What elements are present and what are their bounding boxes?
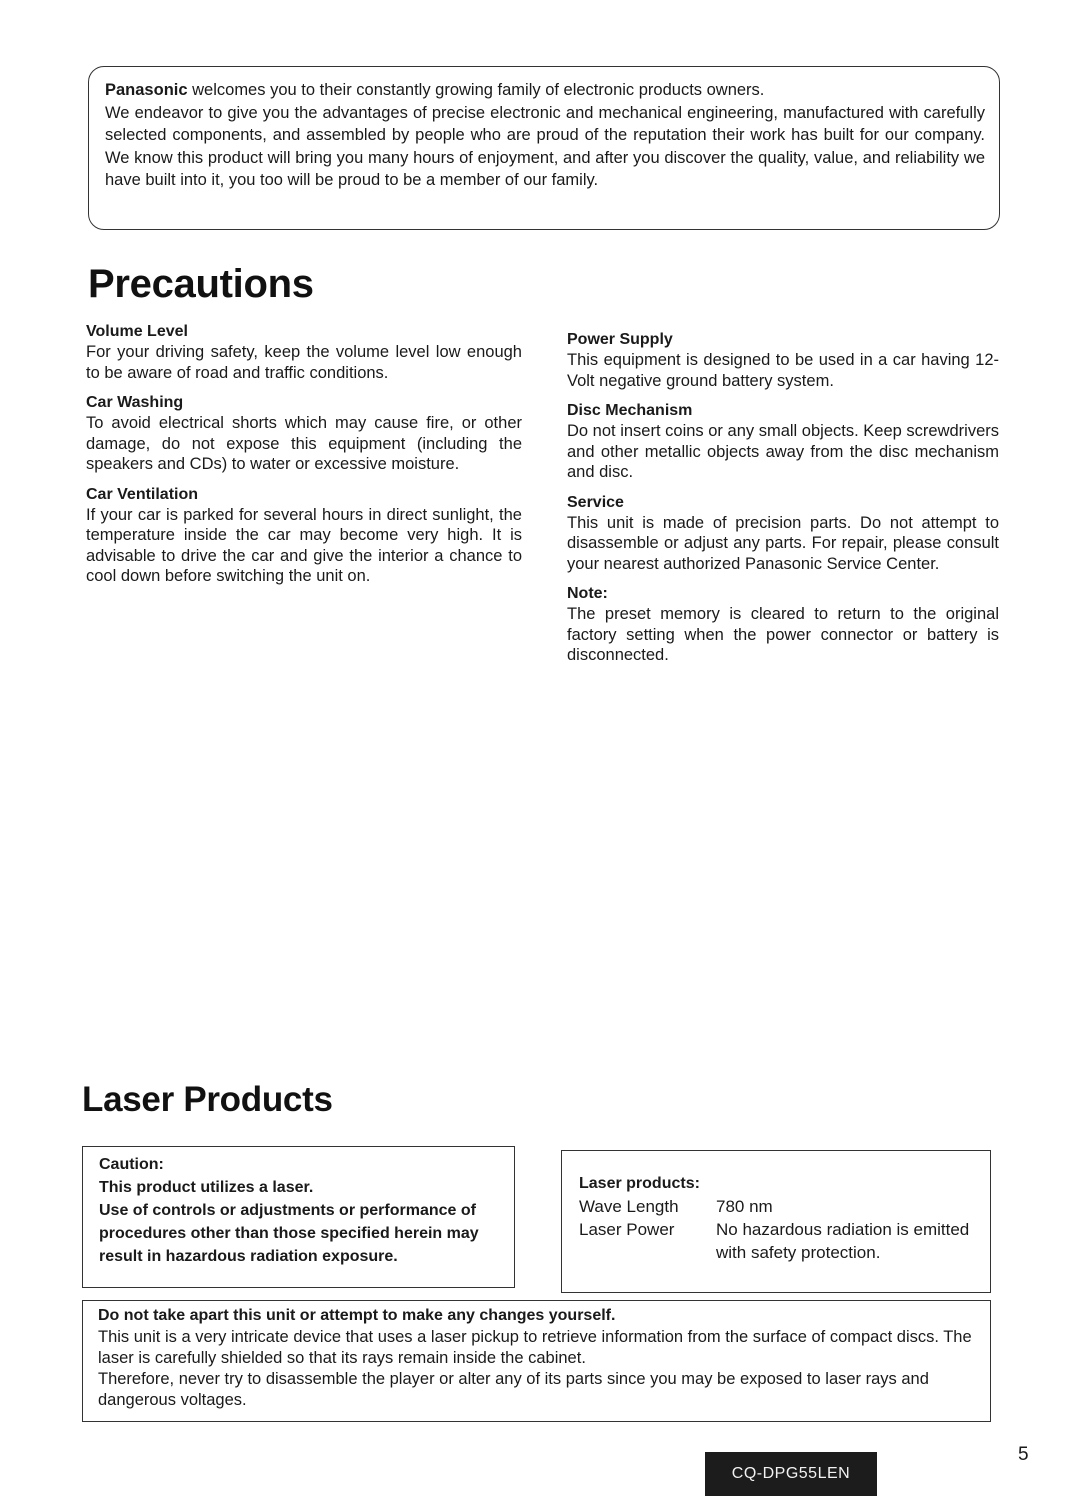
section-title: Note: [567, 585, 608, 602]
laser-products-label: Laser products: [579, 1175, 700, 1192]
section-title: Car Ventilation [86, 485, 199, 503]
wave-length-row [579, 1195, 976, 1218]
section-title: Service [567, 493, 624, 511]
laser-products-box [561, 1150, 991, 1293]
laser-products-heading: Laser Products [82, 1080, 333, 1119]
section-text: The preset memory is cleared to return to the original factory setting when the power connector or battery is disconnected. [567, 605, 999, 664]
welcome-text-line1: welcomes you to their constantly growing family of electronic products owners. [187, 81, 765, 99]
section-note [567, 584, 999, 666]
section-title: Volume Level [86, 323, 188, 340]
caution-label: Caution: [99, 1156, 164, 1173]
caution-line1: This product utilizes a laser. [99, 1179, 314, 1196]
section-text: This equipment is designed to be used in a car having 12-Volt negative ground battery system. [567, 351, 999, 390]
precautions-heading: Precautions [88, 262, 314, 306]
section-service [567, 493, 999, 575]
section-text: Do not insert coins or any small objects. Keep screwdrivers and other metallic objects away from the disc mechanism and disc. [567, 422, 999, 481]
precautions-right-column [567, 330, 999, 676]
section-title: Disc Mechanism [567, 402, 693, 419]
section-disc-mechanism [567, 401, 999, 483]
wave-length-value: 780 nm [716, 1197, 773, 1216]
model-number-badge: CQ-DPG55LEN [705, 1452, 877, 1496]
precautions-left-column [86, 322, 522, 597]
laser-power-row [579, 1218, 976, 1264]
section-title: Car Washing [86, 394, 184, 411]
section-text: To avoid electrical shorts which may cause fire, or other damage, do not expose this equipment (including the speakers and CDs) to water or excessive moisture. [86, 414, 522, 473]
welcome-box [88, 66, 1000, 230]
warning-paragraph-1: This unit is a very intricate device that uses a laser pickup to retrieve information from the surface of compact discs. The laser is carefully shielded so that its rays remain inside the cabinet. [98, 1328, 972, 1367]
welcome-text-rest: We endeavor to give you the advantages of precise electronic and mechanical engineering, manufactured with carefully selected components, and assembled by people who are proud of the reputation their work has built for our company. We know this product will bring you many hours of enjoyment, and after you discover the quality, value, and reliability we have built into it, you too will be proud to be a member of our family. [105, 103, 985, 189]
warning-paragraph-2: Therefore, never try to disassemble the player or alter any of its parts since you may be exposed to laser rays and dangerous voltages. [98, 1370, 929, 1409]
wave-length-label: Wave Length [579, 1197, 679, 1216]
section-power-supply [567, 330, 999, 391]
laser-power-label: Laser Power [579, 1220, 675, 1239]
section-car-washing [86, 393, 522, 475]
section-text: For your driving safety, keep the volume level low enough to be aware of road and traffic conditions. [86, 343, 522, 382]
section-volume-level [86, 322, 522, 383]
caution-line2: Use of controls or adjustments or performance of procedures other than those specified herein may result in hazardous radiation exposure. [99, 1202, 479, 1265]
section-title: Power Supply [567, 331, 673, 348]
laser-power-value: No hazardous radiation is emitted with safety protection. [716, 1220, 970, 1262]
section-text: This unit is made of precision parts. Do not attempt to disassemble or adjust any parts. For repair, please consult your nearest authorized Panasonic Service Center. [567, 513, 999, 573]
page-number: 5 [1018, 1444, 1029, 1465]
warning-title: Do not take apart this unit or attempt to make any changes yourself. [98, 1307, 616, 1324]
welcome-text [105, 79, 985, 192]
caution-box [82, 1146, 515, 1288]
section-text: If your car is parked for several hours in direct sunlight, the temperature inside the car may become very high. It is advisable to drive the car and give the interior a chance to cool down before switching the unit on. [86, 505, 522, 585]
brand-name: Panasonic [105, 81, 188, 99]
disassembly-warning-box [82, 1300, 991, 1422]
section-car-ventilation [86, 485, 522, 587]
